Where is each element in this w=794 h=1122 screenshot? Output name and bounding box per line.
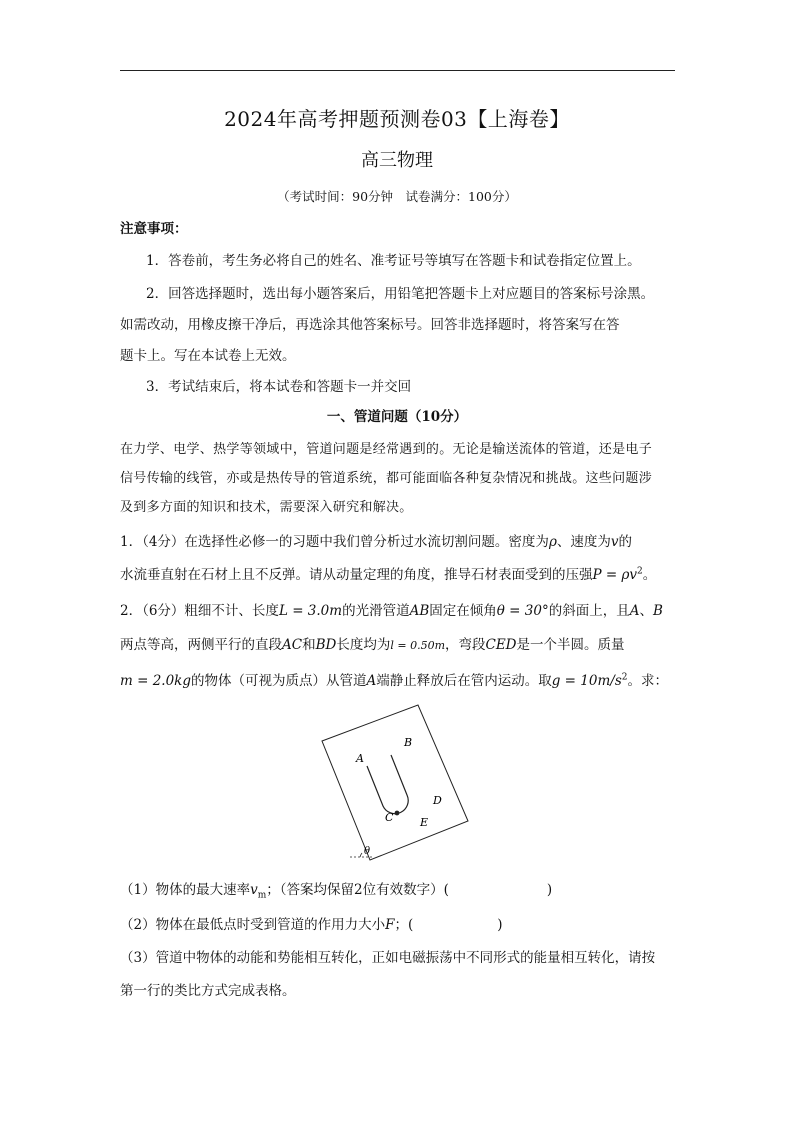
q2-text: 的光滑管道 xyxy=(342,603,410,619)
inclined-pipe-diagram xyxy=(320,703,470,863)
q2-force: F xyxy=(385,917,395,933)
q2-point-a: A xyxy=(629,603,640,619)
header-rule xyxy=(120,70,675,71)
q2-text: 的斜面上，且 xyxy=(548,603,630,619)
angle-arc xyxy=(360,853,362,857)
q2-theta: θ = 30° xyxy=(496,603,549,619)
q2-text: 和 xyxy=(302,637,316,653)
q2-sub-text: ；（答案均保留2位有效数字）( xyxy=(266,882,449,898)
q2-text: 长度均为 xyxy=(336,637,391,653)
q2-sub-3-line-1: （3）管道中物体的动能和势能相互转化，正如电磁振荡中不同形式的能量相互转化，请按 xyxy=(120,950,656,966)
q2-point-a: A xyxy=(366,673,377,689)
q2-sub-text: ；( xyxy=(394,917,414,933)
q1-line-2 xyxy=(120,563,656,583)
q2-text: 。求： xyxy=(627,673,668,689)
object-point xyxy=(395,811,400,816)
notice-item-2-line-1: 2．回答选择题时，选出每小题答案后，用铅笔把答题卡上对应题目的答案标号涂黑。 xyxy=(146,286,655,302)
q2-sub-text: （2）物体在最低点时受到管道的作用力大小 xyxy=(120,917,386,933)
label-theta: θ xyxy=(364,846,371,857)
q2-sub-3-line-2: 第一行的类比方式完成表格。 xyxy=(120,983,296,999)
q2-line-3 xyxy=(120,669,668,689)
exam-subtitle: 高三物理 xyxy=(361,150,433,171)
q2-sub-2 xyxy=(120,913,503,933)
label-a: A xyxy=(356,752,364,765)
q2-line-1 xyxy=(120,599,663,619)
notice-item-3: 3．考试结束后，将本试卷和答题卡一并交回 xyxy=(146,379,412,395)
exam-meta: （考试时间：90分钟 试卷满分：100分） xyxy=(277,189,517,204)
section-intro-line-2: 信号传输的线管，亦或是热传导的管道系统，都可能面临各种复杂情况和挑战。这些问题涉 xyxy=(120,471,653,486)
q1-text: 水流垂直射在石材上且不反弹。请从动量定理的角度，推导石材表面受到的压强 xyxy=(120,567,593,583)
exam-title: 2024年高考押题预测卷03【上海卷】 xyxy=(224,107,570,131)
q2-mass: m = 2.0kg xyxy=(120,673,191,689)
q1-formula: P = ρv xyxy=(592,567,638,583)
label-c: C xyxy=(385,811,394,824)
q2-text: 端静止释放后在管内运动。取 xyxy=(376,673,552,689)
q2-text: ，弯段 xyxy=(445,637,486,653)
q1-text: 、速度为 xyxy=(556,534,611,550)
q1-line-1 xyxy=(120,530,632,550)
q2-vmax-subscript: m xyxy=(257,890,267,901)
q2-vmax: v xyxy=(250,882,258,898)
q2-sub-1 xyxy=(120,878,552,901)
q2-gravity-exponent: 2 xyxy=(621,672,628,683)
q1-v: v xyxy=(610,534,619,550)
incline-plane xyxy=(322,705,468,860)
label-e: E xyxy=(420,816,429,829)
q2-text: 是一个半圆。质量 xyxy=(516,637,625,653)
q1-formula-exponent: 2 xyxy=(637,566,643,577)
q2-ab: AB xyxy=(409,603,430,619)
q1-text: 。 xyxy=(642,567,657,583)
q2-gravity: g = 10m/s xyxy=(551,673,622,689)
q2-length: L = 3.0m xyxy=(278,603,343,619)
q2-text: 固定在倾角 xyxy=(429,603,497,619)
q2-segment-length: l = 0.50m xyxy=(390,639,445,652)
q2-text: 两点等高，两侧平行的直段 xyxy=(120,637,282,653)
section-intro-line-1: 在力学、电学、热学等领域中，管道问题是经常遇到的。无论是输送流体的管道，还是电子 xyxy=(120,442,653,457)
q2-sub-text: ) xyxy=(497,917,503,933)
q2-bd: BD xyxy=(315,637,337,653)
section-intro-line-3: 及到多方面的知识和技术，需要深入研究和解决。 xyxy=(120,500,413,515)
q2-line-2 xyxy=(120,633,625,653)
notice-title: 注意事项： xyxy=(120,221,188,237)
label-d: D xyxy=(433,794,442,807)
q2-text: 2．（6分）粗细不计、长度 xyxy=(120,603,279,619)
q2-text: 、 xyxy=(639,603,653,619)
q2-text: 的物体（可视为质点）从管道 xyxy=(191,673,367,689)
q2-sub-text: ) xyxy=(546,882,553,898)
q1-text: 的 xyxy=(618,534,633,550)
notice-item-2-line-3: 题卡上。写在本试卷上无效。 xyxy=(120,348,296,364)
label-b: B xyxy=(404,736,413,749)
q1-rho: ρ xyxy=(548,534,557,550)
q1-text: 1．（4分）在选择性必修一的习题中我们曾分析过水流切割问题。密度为 xyxy=(120,534,549,550)
section-title: 一、管道问题（10分） xyxy=(326,409,468,425)
notice-item-1: 1．答卷前，考生务必将自己的姓名、准考证号等填写在答题卡和试卷指定位置上。 xyxy=(146,253,641,269)
q2-sub-text: （1）物体的最大速率 xyxy=(120,882,251,898)
q2-point-b: B xyxy=(652,603,663,619)
pipe-path xyxy=(367,755,408,814)
notice-item-2-line-2: 如需改动，用橡皮擦干净后，再选涂其他答案标号。回答非选择题时，将答案写在答 xyxy=(120,317,620,333)
q2-ced: CED xyxy=(485,637,517,653)
q2-ac: AC xyxy=(282,637,303,653)
